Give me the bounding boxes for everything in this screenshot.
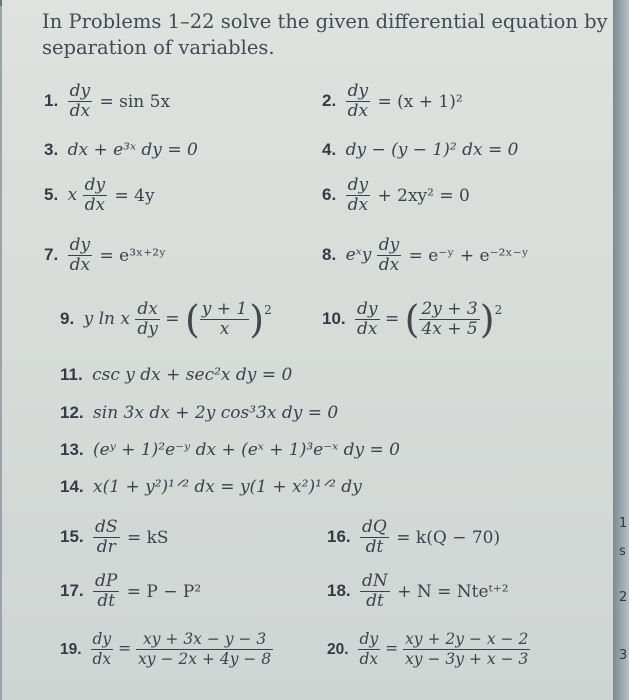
problem-15	[60, 518, 169, 557]
equals-sign: =	[384, 309, 400, 329]
rhs-fraction	[200, 300, 249, 339]
derivative-fraction	[355, 300, 380, 339]
instructions-heading: In Problems 1–22 solve the given differential equation by separation of variables.	[42, 10, 608, 59]
equation-rhs: = kS	[126, 527, 169, 548]
derivative-fraction	[93, 518, 120, 557]
problem-16	[327, 518, 500, 557]
rhs-fraction	[419, 300, 479, 339]
numerator: dy	[359, 630, 379, 648]
problem-13	[60, 440, 400, 460]
problem-number: 4.	[322, 140, 337, 159]
equation-rhs: = 4y	[114, 185, 155, 206]
equation-text: dy − (y − 1)² dx = 0	[345, 140, 519, 160]
denominator: dx	[347, 195, 369, 215]
equation-text: csc y dx + sec²x dy = 0	[92, 365, 293, 385]
denominator: dx	[359, 650, 379, 668]
margin-text: 2	[619, 590, 628, 605]
problem-number: 18.	[327, 581, 351, 600]
denominator: dx	[84, 195, 106, 215]
problem-number: 3.	[44, 140, 59, 159]
derivative-fraction	[68, 82, 93, 121]
problem-number: 12.	[60, 403, 84, 422]
problem-12	[60, 403, 338, 423]
numerator: dN	[362, 571, 388, 591]
equation-rhs: + 2xy² = 0	[377, 185, 470, 206]
derivative-fraction	[91, 630, 114, 669]
equation-text: x(1 + y²)¹ᐟ² dx = y(1 + x²)¹ᐟ² dy	[93, 477, 362, 497]
denominator: dx	[378, 255, 400, 275]
derivative-fraction	[360, 572, 390, 611]
problem-number: 16.	[327, 527, 351, 546]
numerator: dy	[347, 175, 369, 195]
denominator: dt	[365, 537, 384, 557]
problem-number: 10.	[322, 309, 346, 328]
derivative-fraction	[346, 82, 371, 121]
left-paren-icon: (	[184, 297, 200, 342]
problem-1	[44, 82, 170, 121]
problem-number: 13.	[60, 440, 84, 459]
equation-prefix: x	[67, 185, 78, 205]
denominator: dx	[69, 255, 91, 275]
problem-number: 1.	[44, 91, 59, 110]
equation-text: dx + e³ˣ dy = 0	[67, 140, 198, 160]
problem-number: 2.	[322, 91, 337, 110]
right-paren-icon: )	[479, 297, 495, 342]
numerator: dy	[357, 299, 378, 319]
problem-number: 7.	[44, 245, 59, 264]
derivative-fraction	[68, 236, 93, 275]
denominator: dx	[357, 319, 378, 339]
equation-rhs: = e⁻ʸ + e⁻²ˣ⁻ʸ	[408, 245, 529, 266]
problem-19	[60, 630, 273, 669]
derivative-fraction	[346, 176, 371, 215]
exponent: 2	[494, 303, 503, 317]
problem-8	[322, 236, 529, 275]
problem-17	[60, 572, 201, 611]
problem-number: 20.	[327, 640, 349, 658]
denominator: dr	[96, 537, 116, 557]
problem-number: 6.	[322, 185, 337, 204]
rhs-fraction	[136, 630, 273, 669]
problem-number: 17.	[60, 581, 84, 600]
equation-rhs: = k(Q − 70)	[396, 527, 501, 548]
numerator: dx	[135, 300, 160, 320]
problem-18	[327, 572, 509, 611]
equation-rhs: + N = Nteᵗ⁺²	[397, 581, 509, 602]
numerator: y + 1	[201, 299, 248, 319]
equals-sign: =	[165, 309, 180, 329]
equation-prefix: y ln x	[83, 309, 130, 329]
denominator: dy	[137, 319, 158, 339]
problem-20	[327, 630, 530, 669]
numerator: xy + 2y − x − 2	[405, 630, 529, 648]
right-paren-icon: )	[249, 297, 265, 342]
textbook-page	[2, 0, 613, 700]
derivative-fraction	[93, 572, 119, 611]
derivative-fraction	[360, 518, 389, 557]
problem-number: 15.	[60, 527, 84, 546]
equals-sign: =	[385, 639, 399, 658]
denominator: dx	[347, 101, 369, 121]
denominator: x	[219, 319, 230, 339]
numerator: dy	[347, 81, 369, 101]
numerator: dy	[378, 235, 400, 255]
problem-number: 5.	[44, 185, 59, 204]
problem-2	[322, 82, 463, 121]
denominator: dt	[97, 591, 116, 611]
problem-4	[322, 140, 518, 160]
numerator: xy + 3x − y − 3	[136, 630, 273, 650]
derivative-fraction	[83, 176, 108, 215]
numerator: 2y + 3	[421, 299, 478, 319]
derivative-fraction	[135, 300, 160, 339]
problem-6	[322, 176, 470, 215]
derivative-fraction	[358, 630, 381, 669]
numerator: dy	[92, 630, 112, 648]
numerator: dQ	[362, 517, 387, 537]
numerator: dy	[69, 81, 91, 101]
equation-text: sin 3x dx + 2y cos³3x dy = 0	[93, 403, 339, 423]
equation-prefix: eˣy	[345, 245, 372, 265]
exponent: 2	[264, 303, 272, 317]
margin-text: 3	[619, 648, 628, 663]
problem-number: 14.	[60, 477, 84, 496]
denominator: dt	[366, 591, 384, 611]
denominator: 4x + 5	[421, 319, 478, 339]
problem-3	[44, 140, 198, 160]
problem-11	[60, 365, 292, 385]
problem-number: 19.	[60, 640, 82, 658]
problem-9	[60, 297, 272, 342]
numerator: dP	[95, 571, 118, 591]
denominator: xy − 3y + x − 3	[405, 650, 529, 668]
problem-7	[44, 236, 166, 275]
problem-number: 8.	[322, 245, 337, 264]
denominator: xy − 2x + 4y − 8	[138, 650, 272, 668]
problem-14	[60, 477, 362, 497]
problem-number: 11.	[60, 365, 83, 384]
numerator: dy	[84, 175, 106, 195]
problem-number: 9.	[60, 309, 75, 328]
problem-5	[44, 176, 155, 215]
equals-sign: =	[118, 639, 132, 658]
equation-rhs: = P − P²	[126, 581, 202, 602]
margin-text: s	[619, 544, 626, 559]
equation-rhs: = sin 5x	[99, 91, 171, 112]
numerator: dy	[69, 235, 91, 255]
equation-text: (eʸ + 1)²e⁻ʸ dx + (eˣ + 1)³e⁻ˣ dy = 0	[93, 440, 400, 460]
left-paren-icon: (	[404, 297, 420, 342]
derivative-fraction	[377, 236, 402, 275]
denominator: dx	[92, 650, 112, 668]
denominator: dx	[69, 101, 91, 121]
equation-rhs: = e³ˣ⁺²ʸ	[99, 245, 167, 266]
problem-10	[322, 297, 503, 342]
rhs-fraction	[403, 630, 530, 669]
margin-text: 1	[619, 516, 628, 531]
numerator: dS	[95, 517, 118, 537]
equation-rhs: = (x + 1)²	[377, 91, 463, 112]
